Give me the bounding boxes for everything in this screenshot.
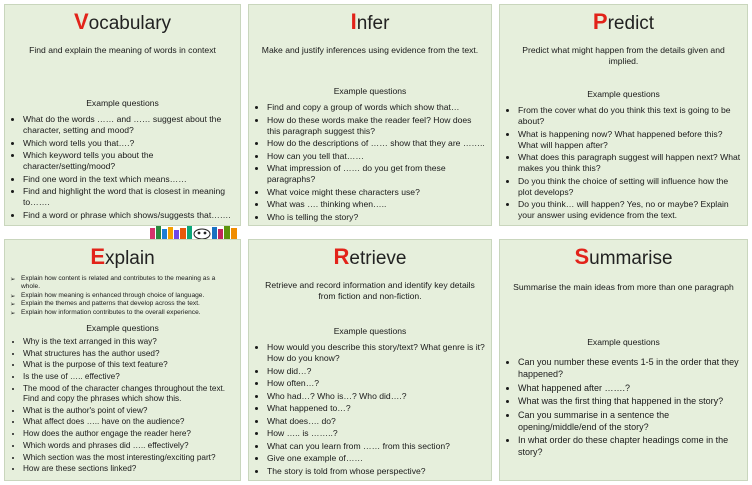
predict-questions-heading: Example questions [587, 89, 660, 99]
retrieve-card [248, 239, 492, 481]
list-item: • From the cover what do you think this text is going to be about? [518, 105, 741, 127]
list-item: • How do these words make the reader feel? How does this paragraph suggest this? [267, 115, 485, 137]
list-item: • Is the use of ….. effective? [23, 372, 234, 382]
list-item: ➢ Explain the themes and patterns that develop across the text. [21, 300, 232, 308]
retrieve-question-list [249, 342, 491, 477]
explain-skill-list [5, 275, 240, 317]
retrieve-description: Retrieve and record information and identify key details from fiction and non-fiction. [265, 280, 475, 301]
list-item: • Who is telling the story? [267, 212, 485, 223]
list-item: ➢ Explain how information contributes to the overall experience. [21, 309, 232, 317]
list-item: • What structures has the author used? [23, 349, 234, 359]
explain-title [5, 246, 240, 270]
summarise-title-rest: ummarise [589, 248, 673, 269]
list-item: • How does the author engage the reader here? [23, 429, 234, 439]
list-item: • The story is told from whose perspective? [267, 466, 485, 477]
list-item: • What does this paragraph suggest will happen next? What makes you think this? [518, 152, 741, 174]
list-item: • What can you learn from …… from this section? [267, 441, 485, 452]
list-item: • Find a word or phrase which shows/suggests that……. [23, 210, 234, 221]
infer-question-list [249, 102, 491, 223]
summarise-question-list [500, 356, 747, 458]
list-item: • Why is the text arranged in this way? [23, 337, 234, 347]
list-item: • Which section was the most interesting/exciting part? [23, 453, 234, 463]
list-item: • How ….. is ……..? [267, 428, 485, 439]
list-item: ➢ Explain how content is related and contributes to the meaning as a whole. [21, 275, 232, 292]
summarise-title [500, 246, 747, 270]
list-item: • Do you think… will happen? Yes, no or maybe? Explain your answer using evidence from the text. [518, 199, 741, 221]
vocabulary-description: Find and explain the meaning of words in context [29, 45, 216, 55]
list-item: • How are these sections linked? [23, 464, 234, 474]
list-item: • How did…? [267, 366, 485, 377]
list-item: • What was …. thinking when….. [267, 199, 485, 210]
predict-question-list [500, 105, 747, 221]
list-item: • Do you think the choice of setting will influence how the plot develops? [518, 176, 741, 198]
list-item: • What was the first thing that happened in the story? [518, 395, 741, 407]
list-item: • Which word tells you that….? [23, 138, 234, 149]
predict-title-initial: P [592, 9, 608, 34]
retrieve-title [249, 246, 491, 270]
list-item: • Find and highlight the word that is closest in meaning to……. [23, 186, 234, 208]
list-item: • Who had…? Who is…? Who did….? [267, 391, 485, 402]
vocabulary-title-initial: V [73, 9, 89, 34]
summarise-title-initial: S [574, 244, 590, 269]
retrieve-title-initial: R [333, 244, 350, 269]
list-item: • The mood of the character changes throughout the text. Find and copy the phrases which show this. [23, 384, 234, 404]
list-item: • What happened to…? [267, 403, 485, 414]
vocabulary-questions-heading: Example questions [86, 98, 159, 108]
explain-title-rest: xplain [105, 248, 155, 269]
list-item: • What is happening now? What happened before this? What will happen after? [518, 129, 741, 151]
list-item: • Find one word in the text which means…… [23, 174, 234, 185]
summarise-questions-heading: Example questions [587, 337, 660, 347]
list-item: • Can you number these events 1-5 in the order that they happened? [518, 356, 741, 380]
infer-card [248, 4, 492, 226]
infer-questions-heading: Example questions [333, 86, 407, 96]
explain-title-initial: E [90, 244, 106, 269]
books-illustration [150, 225, 238, 239]
list-item: • Give one example of…… [267, 453, 485, 464]
list-item: • Which keyword tells you about the character/setting/mood? [23, 150, 234, 172]
vocabulary-title [5, 11, 240, 35]
summarise-card [499, 239, 748, 481]
list-item: • How do the descriptions of …… show that they are …….. [267, 138, 485, 149]
list-item: • How can you tell that…… [267, 151, 485, 162]
list-item: ➢ Explain how meaning is enhanced through choice of language. [21, 292, 232, 300]
infer-description: Make and justify inferences using evidence from the text. [261, 45, 479, 55]
list-item: • How often…? [267, 378, 485, 389]
list-item: • What happened after …….? [518, 382, 741, 394]
infer-title-rest: nfer [356, 13, 390, 34]
summarise-description: Summarise the main ideas from more than one paragraph [513, 282, 734, 292]
predict-description: Predict what might happen from the details given and implied. [522, 45, 725, 66]
list-item: • What is the purpose of this text feature? [23, 360, 234, 370]
vocabulary-card [4, 4, 241, 226]
list-item: • Which words and phrases did ….. effectively? [23, 441, 234, 451]
infer-title-initial: I [350, 9, 357, 34]
explain-question-list [5, 337, 240, 474]
list-item: • Find and copy a group of words which show that… [267, 102, 485, 113]
explain-questions-heading: Example questions [86, 323, 159, 334]
list-item: • What impression of …… do you get from these paragraphs? [267, 163, 485, 185]
predict-title-rest: redict [607, 13, 655, 34]
infer-title [249, 11, 491, 35]
list-item: • What does…. do? [267, 416, 485, 427]
list-item: • What affect does ….. have on the audience? [23, 417, 234, 427]
retrieve-title-rest: etrieve [349, 248, 407, 269]
list-item: • Can you summarise in a sentence the opening/middle/end of the story? [518, 409, 741, 433]
list-item: • What is the author's point of view? [23, 406, 234, 416]
list-item: • What voice might these characters use? [267, 187, 485, 198]
predict-title [500, 11, 747, 35]
vocabulary-title-rest: ocabulary [88, 13, 172, 34]
retrieve-questions-heading: Example questions [333, 326, 407, 336]
list-item: • How would you describe this story/text? What genre is it? How do you know? [267, 342, 485, 364]
predict-card [499, 4, 748, 226]
list-item: • In what order do these chapter headings come in the story? [518, 434, 741, 458]
vocabulary-question-list [5, 114, 240, 221]
list-item: • What do the words …… and …… suggest about the character, setting and mood? [23, 114, 234, 136]
explain-card [4, 239, 241, 481]
